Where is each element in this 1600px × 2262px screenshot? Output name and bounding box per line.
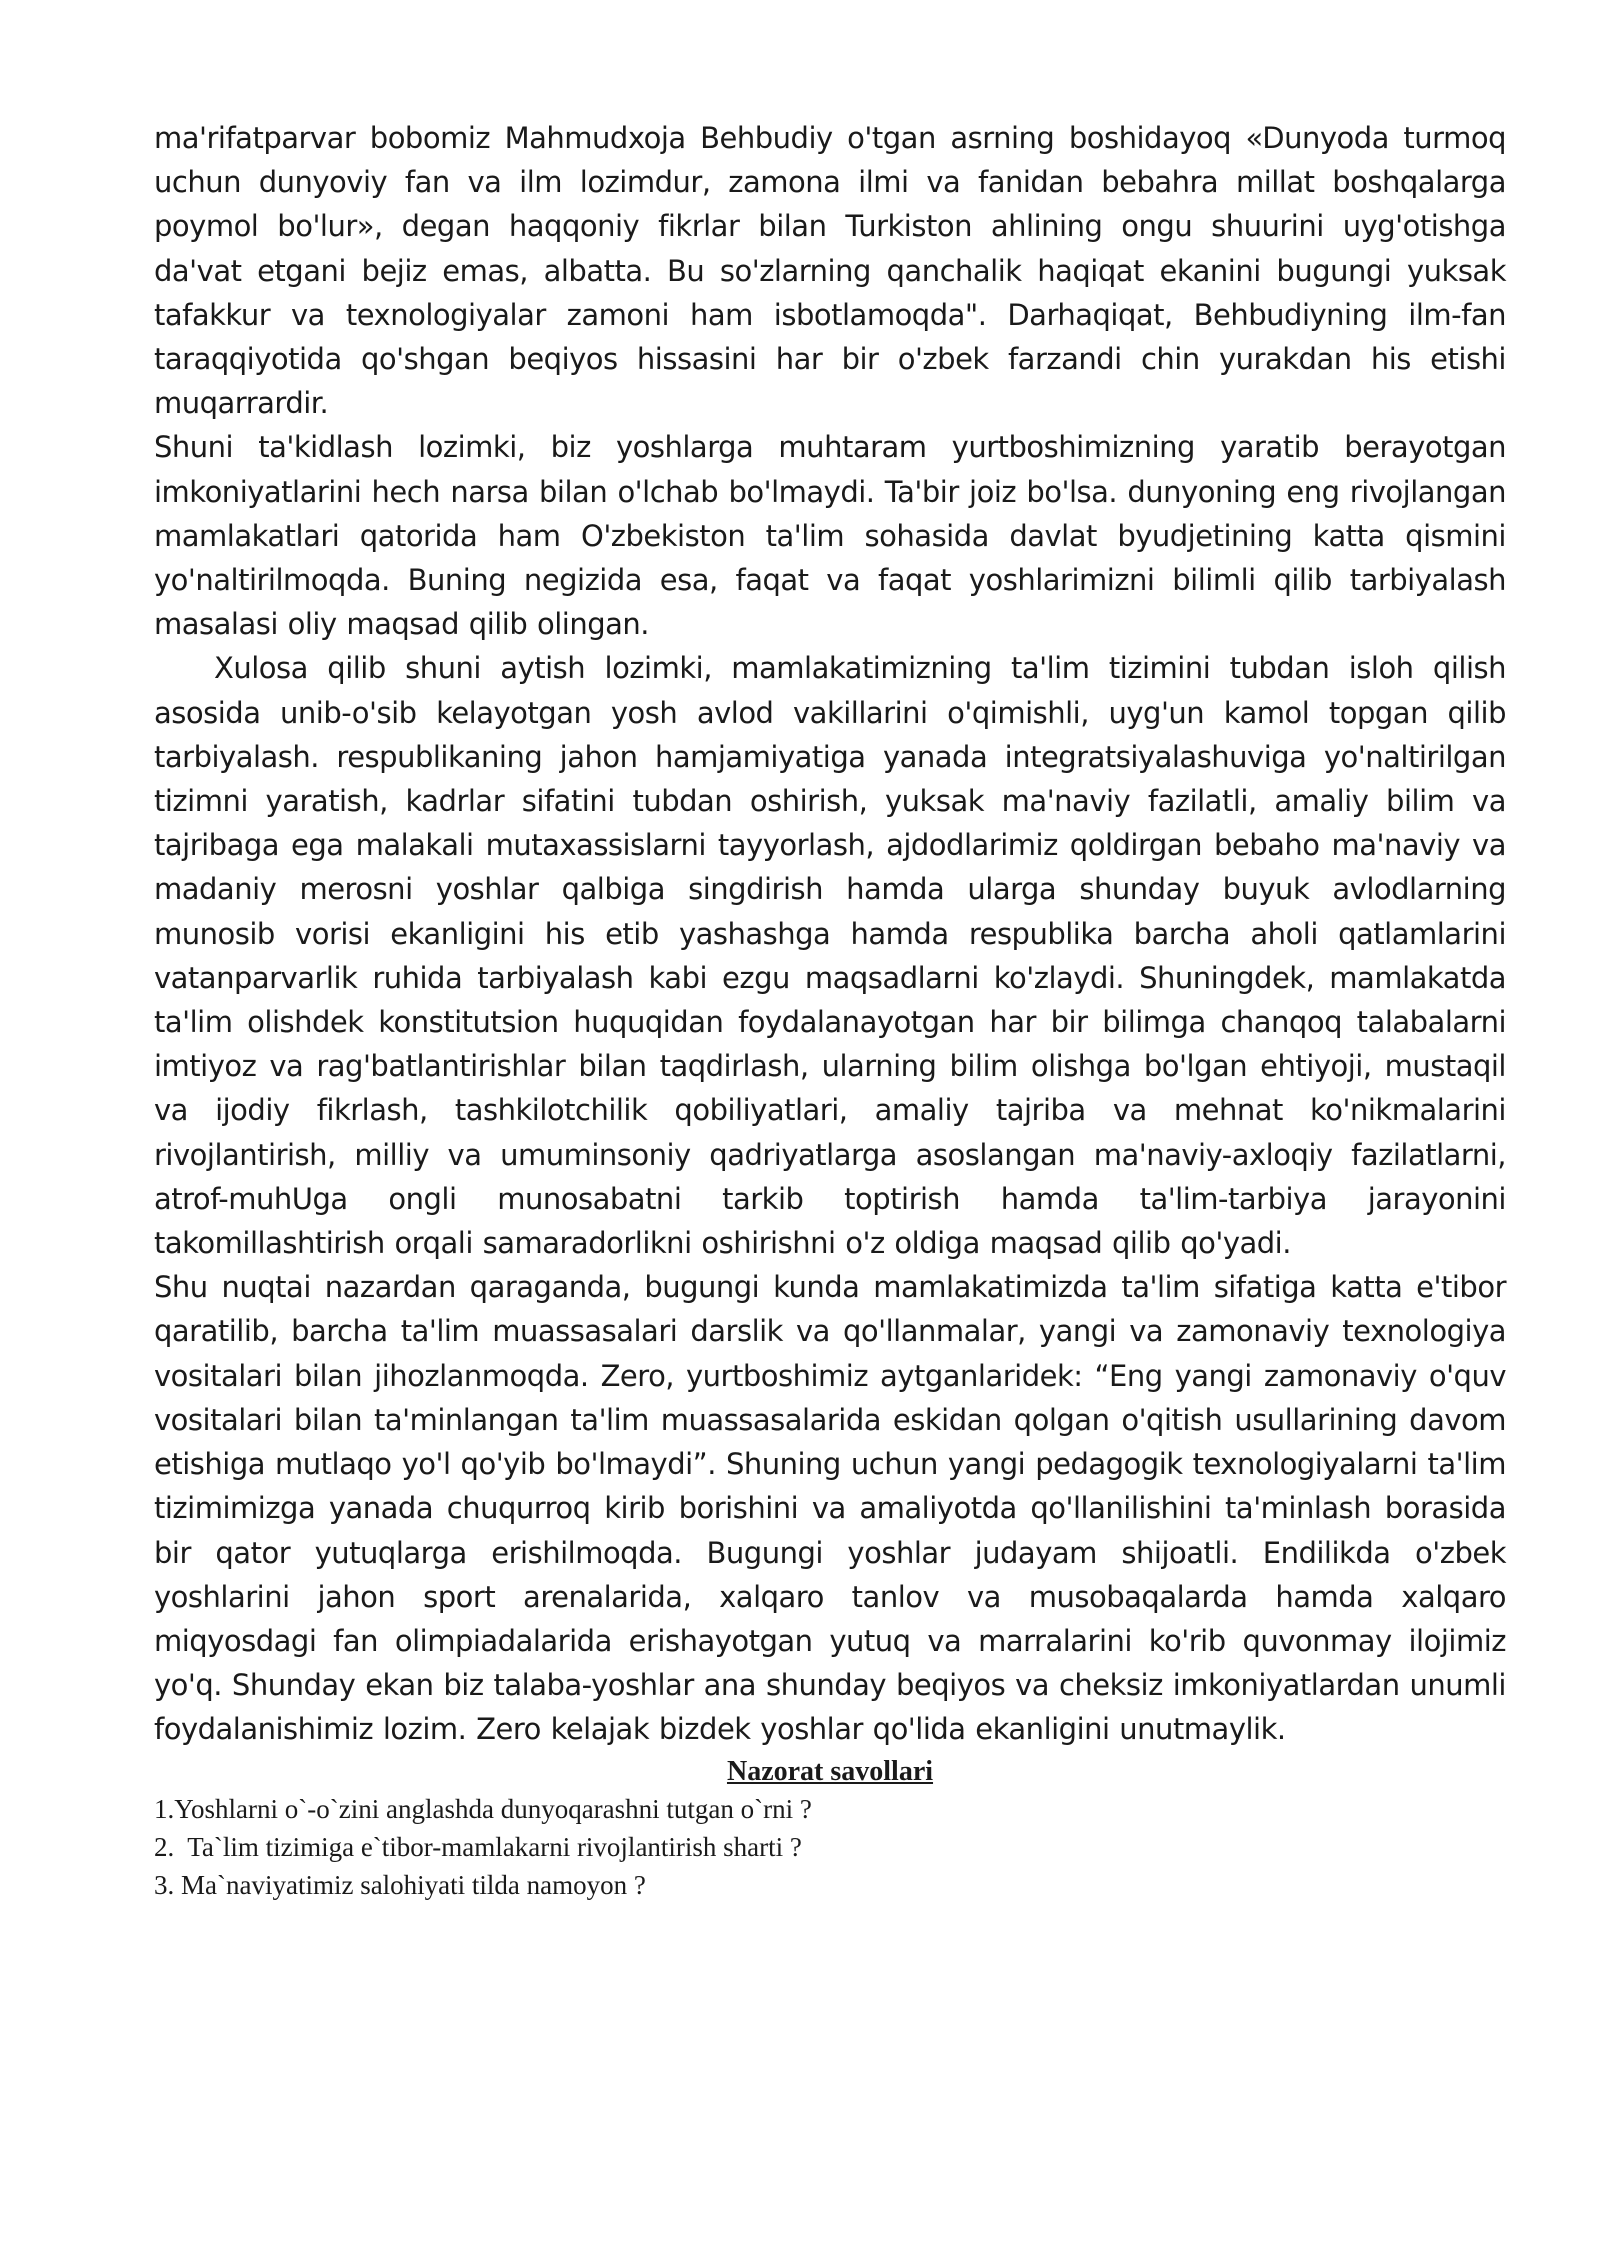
question-item-2: 2. Ta`lim tizimiga e`tibor-mamlakarni rivojlantirish sharti ?: [154, 1831, 802, 1862]
question-item-1: 1.Yoshlarni o`-o`zini anglashda dunyoqarashni tutgan o`rni ?: [154, 1793, 812, 1824]
question-item-3: 3. Ma`naviyatimiz salohiyati tilda namoyon ?: [154, 1869, 646, 1900]
questions-section: [154, 1754, 1506, 1904]
body-paragraph-2: Shuni ta'kidlash lozimki, biz yoshlarga muhtaram yurtboshimizning yaratib berayotgan imkoniyatlarini hech narsa bilan o'lchab bo'lmaydi. Ta'bir joiz bo'lsa. dunyoning eng rivojlangan mamlakatlari qatorida ham O'zbekiston ta'lim sohasida davlat byudjetining katta qismini yo'naltirilmoqda. Buning negizida esa, faqat va faqat yoshlarimizni bilimli qilib tarbiyalash masalasi oliy maqsad qilib olingan.: [154, 430, 1506, 642]
body-paragraph-1: ma'rifatparvar bobomiz Mahmudxoja Behbudiy o'tgan asrning boshidayoq «Dunyoda turmoq uchun dunyoviy fan va ilm lozimdur, zamona ilmi va fanidan bebahra millat boshqalarga poymol bo'lur», degan haqqoniy fikrlar bilan Turkiston ahlining ongu shuurini uyg'otishga da'vat etgani bejiz emas, albatta. Bu so'zlarning qanchalik haqiqat ekanini bugungi yuksak tafakkur va texnologiyalar zamoni ham isbotlamoqda". Darhaqiqat, Behbudiyning ilm-fan taraqqiyotida qo'shgan beqiyos hissasini har bir o'zbek farzandi chin yurakdan his etishi muqarrardir.: [154, 121, 1506, 421]
body-paragraph-4: Shu nuqtai nazardan qaraganda, bugungi kunda mamlakatimizda ta'lim sifatiga katta e'tibor qaratilib, barcha ta'lim muassasalari darslik va qo'llanmalar, yangi va zamonaviy texnologiya vositalari bilan jihozlanmoqda. Zero, yurtboshimiz aytganlaridek: “Eng yangi zamonaviy o'quv vositalari bilan ta'minlangan ta'lim muassasalarida eskidan qolgan o'qitish usullarining davom etishiga mutlaqo yo'l qo'yib bo'lmaydi”. Shuning uchun yangi pedagogik texnologiyalarni ta'lim tizimimizga yanada chuqurroq kirib borishini va amaliyotda qo'llanilishini ta'minlash borasida bir qator yutuqlarga erishilmoqda. Bugungi yoshlar judayam shijoatli. Endilikda o'zbek yoshlarini jahon sport arenalarida, xalqaro tanlov va musobaqalarda hamda xalqaro miqyosdagi fan olimpiadalarida erishayotgan yutuq va marralarini ko'rib quvonmay ilojimiz yo'q. Shunday ekan biz talaba-yoshlar ana shunday beqiyos va cheksiz imkoniyatlardan unumli foydalanishimiz lozim. Zero kelajak bizdek yoshlar qo'lida ekanligini unutmaylik.: [154, 1270, 1506, 1747]
body-paragraph-3: Xulosa qilib shuni aytish lozimki, mamlakatimizning ta'lim tizimini tubdan isloh qilish asosida unib-o'sib kelayotgan yosh avlod vakillarini o'qimishli, uyg'un kamol topgan qilib tarbiyalash. respublikaning jahon hamjamiyatiga yanada integratsiyalashuviga yo'naltirilgan tizimni yaratish, kadrlar sifatini tubdan oshirish, yuksak ma'naviy fazilatli, amaliy bilim va tajribaga ega malakali mutaxassislarni tayyorlash, ajdodlarimiz qoldirgan bebaho ma'naviy va madaniy merosni yoshlar qalbiga singdirish hamda ularga shunday buyuk avlodlarning munosib vorisi ekanligini his etib yashashga hamda respublika barcha aholi qatlamlarini vatanparvarlik ruhida tarbiyalash kabi ezgu maqsadlarni ko'zlaydi. Shuningdek, mamlakatda ta'lim olishdek konstitutsion huquqidan foydalanayotgan har bir bilimga chanqoq talabalarni imtiyoz va rag'batlantirishlar bilan taqdirlash, ularning bilim olishga bo'lgan ehtiyoji, mustaqil va ijodiy fikrlash, tashkilotchilik qobiliyatlari, amaliy tajriba va mehnat ko'nikmalarini rivojlantirish, milliy va umuminsoniy qadriyatlarga asoslangan ma'naviy-axloqiy fazilatlarni, atrof-muhUga ongli munosabatni tarkib toptirish hamda ta'lim-tarbiya jarayonini takomillashtirish orqali samaradorlikni oshirishni o'z oldiga maqsad qilib qo'yadi.: [154, 651, 1506, 1261]
document-page: [154, 116, 1506, 1904]
questions-list: [154, 1790, 1506, 1904]
questions-title: Nazorat savollari: [726, 1755, 934, 1787]
